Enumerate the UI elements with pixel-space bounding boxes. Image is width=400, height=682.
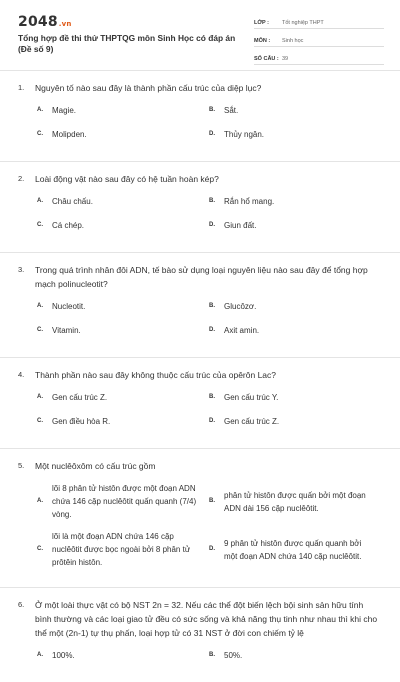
question-text: Nguyên tố nào sau đây là thành phần cấu trúc của diệp lục? xyxy=(35,83,262,93)
option-letter: D. xyxy=(209,546,215,552)
option-letter: A. xyxy=(37,107,43,113)
option-c[interactable] xyxy=(37,128,209,141)
option-text: Sắt. xyxy=(224,106,239,115)
logo-domain: .vn xyxy=(58,20,72,28)
option-text: 50%. xyxy=(224,651,243,660)
option-d[interactable] xyxy=(209,128,381,141)
meta-subject-value: Sinh học xyxy=(282,38,304,44)
option-letter: D. xyxy=(209,327,215,333)
option-a[interactable] xyxy=(37,482,209,521)
question-text: Ở một loài thực vật có bộ NST 2n = 32. Nếu các thể đột biến lệch bội sinh sản hữu tính bình thường và các loại giao tử đều có sức sống và khả năng thụ tinh như nhau thì khi cho thể một (2n-1) tự thụ phấn, loại hợp tử có 31 NST ở đời con chiếm tỷ lệ xyxy=(35,600,378,638)
option-text: Nucleotit. xyxy=(52,302,86,311)
question-number: 6. xyxy=(18,600,25,609)
option-d[interactable] xyxy=(209,324,381,337)
option-text: 9 phân tử histôn được quấn quanh bởi một đoạn ADN chứa 140 cặp nuclêôtit. xyxy=(224,538,362,561)
option-letter: B. xyxy=(209,394,215,400)
option-c[interactable] xyxy=(37,219,209,232)
meta-subject-label: MÔN : xyxy=(254,38,271,44)
option-text: lõi là một đoạn ADN chứa 146 cặp nuclêôtit được bọc ngoài bởi 8 phân tử prôtêin histôn. xyxy=(52,532,191,567)
option-c[interactable] xyxy=(37,415,209,428)
option-a[interactable] xyxy=(37,300,209,313)
option-letter: C. xyxy=(37,327,43,333)
question-text: Thành phần nào sau đây không thuộc cấu trúc của opêrôn Lac? xyxy=(35,370,277,380)
question-text: Một nuclêôxôm có cấu trúc gồm xyxy=(35,461,156,471)
question-6 xyxy=(0,588,400,682)
option-text: lõi 8 phân tử histôn được một đoạn ADN chứa 146 cặp nuclêôtit quấn quanh (7/4) vòng. xyxy=(52,484,197,519)
meta-count-value: 39 xyxy=(282,56,289,62)
option-text: Gen cấu trúc Y. xyxy=(224,393,279,402)
option-a[interactable] xyxy=(37,649,209,662)
document-meta xyxy=(254,13,384,67)
question-1 xyxy=(0,71,400,162)
option-b[interactable] xyxy=(209,482,381,521)
option-a[interactable] xyxy=(37,391,209,404)
option-letter: B. xyxy=(209,652,215,658)
question-2 xyxy=(0,162,400,253)
question-number: 1. xyxy=(18,83,25,92)
option-letter: B. xyxy=(209,107,215,113)
question-number: 5. xyxy=(18,461,25,470)
option-c[interactable] xyxy=(37,324,209,337)
logo-main: 2048 xyxy=(18,14,58,30)
option-letter: D. xyxy=(209,222,215,228)
meta-count-row xyxy=(254,49,384,65)
option-letter: A. xyxy=(37,652,43,658)
option-letter: D. xyxy=(209,131,215,137)
question-3 xyxy=(0,253,400,358)
option-b[interactable] xyxy=(209,391,381,404)
question-number: 4. xyxy=(18,370,25,379)
option-a[interactable] xyxy=(37,104,209,117)
question-number: 3. xyxy=(18,265,25,274)
option-text: Glucôzơ. xyxy=(224,302,257,311)
option-letter: B. xyxy=(209,303,215,309)
option-b[interactable] xyxy=(209,300,381,313)
option-letter: C. xyxy=(37,222,43,228)
meta-class-value: Tốt nghiệp THPT xyxy=(282,20,324,26)
option-letter: D. xyxy=(209,418,215,424)
meta-subject-row xyxy=(254,31,384,47)
option-a[interactable] xyxy=(37,195,209,208)
option-text: Axit amin. xyxy=(224,326,260,335)
question-text: Loài động vật nào sau đây có hệ tuần hoàn kép? xyxy=(35,174,219,184)
option-text: Giun đất. xyxy=(224,221,257,230)
option-letter: C. xyxy=(37,131,43,137)
document-header xyxy=(0,0,400,70)
option-text: Gen điều hòa R. xyxy=(52,417,111,426)
meta-class-row xyxy=(254,13,384,29)
option-letter: B. xyxy=(209,498,215,504)
question-number: 2. xyxy=(18,174,25,183)
option-text: Cá chép. xyxy=(52,221,85,230)
option-text: phân tử histôn được quấn bởi một đoạn ADN dài 156 cặp nuclêôtit. xyxy=(224,490,366,513)
option-text: Thủy ngân. xyxy=(224,130,265,139)
option-letter: C. xyxy=(37,546,43,552)
question-text: Trong quá trình nhân đôi ADN, tế bào sử dụng loại nguyên liệu nào sau đây để tổng hợp mạch polinucleotit? xyxy=(35,265,368,289)
option-text: 100%. xyxy=(52,651,75,660)
option-b[interactable] xyxy=(209,104,381,117)
option-letter: A. xyxy=(37,394,43,400)
option-d[interactable] xyxy=(209,415,381,428)
option-letter: A. xyxy=(37,498,43,504)
option-letter: C. xyxy=(37,418,43,424)
option-text: Vitamin. xyxy=(52,326,81,335)
question-5 xyxy=(0,449,400,588)
document-title: Tổng hợp đề thi thử THPTQG môn Sinh Học có đáp án (Đề số 9) xyxy=(18,33,236,54)
option-text: Molipden. xyxy=(52,130,87,139)
question-list xyxy=(0,71,400,682)
option-c[interactable] xyxy=(37,530,209,569)
option-d[interactable] xyxy=(209,219,381,232)
option-text: Rắn hổ mang. xyxy=(224,197,275,206)
option-letter: A. xyxy=(37,198,43,204)
meta-count-label: SỐ CÂU : xyxy=(254,56,279,62)
site-logo[interactable] xyxy=(18,14,72,30)
option-letter: B. xyxy=(209,198,215,204)
option-text: Châu chấu. xyxy=(52,197,93,206)
option-text: Gen cấu trúc Z. xyxy=(224,417,280,426)
question-4 xyxy=(0,358,400,449)
option-d[interactable] xyxy=(209,530,381,569)
option-b[interactable] xyxy=(209,649,381,662)
option-b[interactable] xyxy=(209,195,381,208)
meta-class-label: LỚP : xyxy=(254,20,269,26)
option-text: Gen cấu trúc Z. xyxy=(52,393,108,402)
option-letter: A. xyxy=(37,303,43,309)
option-text: Magie. xyxy=(52,106,77,115)
